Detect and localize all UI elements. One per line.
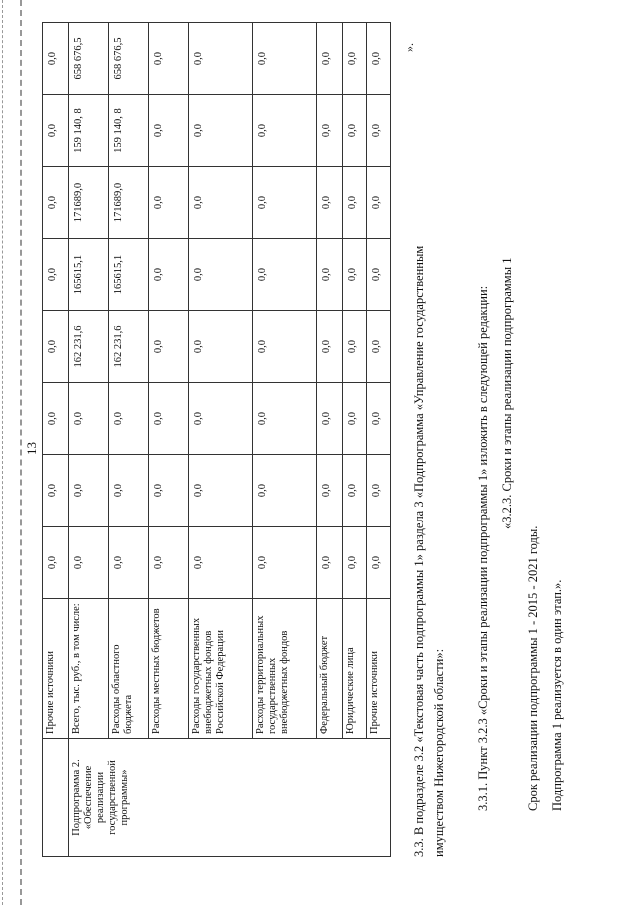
financing-table xyxy=(42,22,391,857)
value-cell: 0,0 xyxy=(149,167,189,239)
value-cell: 0,0 xyxy=(43,23,69,95)
program-label: Подпрограмма 2. «Обеспечение реализации государственной программы» xyxy=(69,739,391,857)
value-cell: 0,0 xyxy=(253,383,317,455)
value-cell: 0,0 xyxy=(149,311,189,383)
value-cell: 0,0 xyxy=(43,455,69,527)
value-cell: 0,0 xyxy=(43,383,69,455)
value-cell: 0,0 xyxy=(317,95,343,167)
source-cell: Прочие источники xyxy=(43,599,69,739)
value-cell: 171689,0 xyxy=(109,167,149,239)
value-cell: 658 676,5 xyxy=(109,23,149,95)
paragraph-3-2-3-heading: «3.2.3. Сроки и этапы реализации подпрограммы 1 xyxy=(500,257,514,529)
source-cell: Всего, тыс. руб., в том числе: xyxy=(69,599,109,739)
value-cell: 0,0 xyxy=(189,23,253,95)
value-cell: 0,0 xyxy=(253,527,317,599)
value-cell: 0,0 xyxy=(317,383,343,455)
value-cell: 0,0 xyxy=(343,23,367,95)
value-cell: 0,0 xyxy=(189,455,253,527)
source-cell: Юридические лица xyxy=(343,599,367,739)
value-cell: 0,0 xyxy=(69,527,109,599)
value-cell: 0,0 xyxy=(109,527,149,599)
value-cell: 0,0 xyxy=(317,311,343,383)
value-cell: 0,0 xyxy=(253,95,317,167)
value-cell: 159 140, 8 xyxy=(109,95,149,167)
value-cell: 0,0 xyxy=(253,167,317,239)
value-cell: 159 140, 8 xyxy=(69,95,109,167)
value-cell: 0,0 xyxy=(189,383,253,455)
source-cell: Прочие источники xyxy=(367,599,391,739)
value-cell: 0,0 xyxy=(317,23,343,95)
value-cell: 165615,1 xyxy=(109,239,149,311)
value-cell: 0,0 xyxy=(343,527,367,599)
value-cell: 0,0 xyxy=(317,455,343,527)
paragraph-3-3: 3.3. В подразделе 3.2 «Текстовая часть подпрограммы 1» раздела 3 «Подпрограмма «Управление государственным xyxy=(412,245,426,857)
value-cell: 0,0 xyxy=(367,167,391,239)
source-cell: Расходы областного бюджета xyxy=(109,599,149,739)
paragraph-3-3-cont: имуществом Нижегородской области»: xyxy=(432,648,446,857)
table-row xyxy=(189,23,253,857)
value-cell: 658 676,5 xyxy=(69,23,109,95)
value-cell: 162 231,6 xyxy=(69,311,109,383)
source-cell: Расходы территориальных государственных внебюджетных фондов xyxy=(253,599,317,739)
value-cell: 0,0 xyxy=(149,239,189,311)
value-cell: 0,0 xyxy=(343,95,367,167)
value-cell: 171689,0 xyxy=(69,167,109,239)
value-cell: 0,0 xyxy=(367,311,391,383)
table-row xyxy=(367,23,391,857)
value-cell: 0,0 xyxy=(367,23,391,95)
paragraph-stage: Подпрограмма 1 реализуется в один этап.». xyxy=(550,579,564,811)
value-cell: 0,0 xyxy=(43,311,69,383)
value-cell: 0,0 xyxy=(69,383,109,455)
value-cell: 0,0 xyxy=(367,527,391,599)
value-cell: 0,0 xyxy=(149,383,189,455)
source-cell: Расходы местных бюджетов xyxy=(149,599,189,739)
value-cell: 0,0 xyxy=(317,167,343,239)
source-cell: Федеральный бюджет xyxy=(317,599,343,739)
value-cell: 0,0 xyxy=(343,311,367,383)
table-closing-quote: ». xyxy=(402,43,416,52)
value-cell: 0,0 xyxy=(253,311,317,383)
value-cell: 0,0 xyxy=(253,239,317,311)
paragraph-3-3-1: 3.3.1. Пункт 3.2.3 «Сроки и этапы реализации подпрограммы 1» изложить в следующей редакции: xyxy=(476,285,490,811)
table-row xyxy=(149,23,189,857)
value-cell: 0,0 xyxy=(189,311,253,383)
value-cell: 0,0 xyxy=(149,95,189,167)
value-cell: 0,0 xyxy=(43,167,69,239)
value-cell: 0,0 xyxy=(367,239,391,311)
source-cell: Расходы государственных внебюджетных фондов Российской Федерации xyxy=(189,599,253,739)
value-cell: 0,0 xyxy=(69,455,109,527)
table-row xyxy=(253,23,317,857)
value-cell: 0,0 xyxy=(317,527,343,599)
value-cell: 0,0 xyxy=(43,239,69,311)
value-cell: 0,0 xyxy=(43,95,69,167)
table-row xyxy=(43,23,69,857)
value-cell: 0,0 xyxy=(43,527,69,599)
value-cell: 0,0 xyxy=(317,239,343,311)
value-cell: 165615,1 xyxy=(69,239,109,311)
value-cell: 0,0 xyxy=(367,455,391,527)
page-number: 13 xyxy=(24,442,39,455)
value-cell: 0,0 xyxy=(189,167,253,239)
value-cell: 162 231,6 xyxy=(109,311,149,383)
value-cell: 0,0 xyxy=(253,455,317,527)
value-cell: 0,0 xyxy=(343,167,367,239)
table-row xyxy=(317,23,343,857)
table-row xyxy=(343,23,367,857)
value-cell: 0,0 xyxy=(189,527,253,599)
value-cell: 0,0 xyxy=(149,23,189,95)
value-cell: 0,0 xyxy=(367,383,391,455)
table-row xyxy=(69,23,109,857)
value-cell: 0,0 xyxy=(189,95,253,167)
paragraph-term: Срок реализации подпрограммы 1 - 2015 - 2021 годы. xyxy=(526,525,540,811)
value-cell: 0,0 xyxy=(149,455,189,527)
value-cell: 0,0 xyxy=(343,455,367,527)
value-cell: 0,0 xyxy=(109,383,149,455)
table-row xyxy=(109,23,149,857)
value-cell: 0,0 xyxy=(367,95,391,167)
value-cell: 0,0 xyxy=(189,239,253,311)
value-cell: 0,0 xyxy=(109,455,149,527)
blank-cell xyxy=(43,739,69,857)
value-cell: 0,0 xyxy=(343,383,367,455)
value-cell: 0,0 xyxy=(343,239,367,311)
value-cell: 0,0 xyxy=(149,527,189,599)
value-cell: 0,0 xyxy=(253,23,317,95)
